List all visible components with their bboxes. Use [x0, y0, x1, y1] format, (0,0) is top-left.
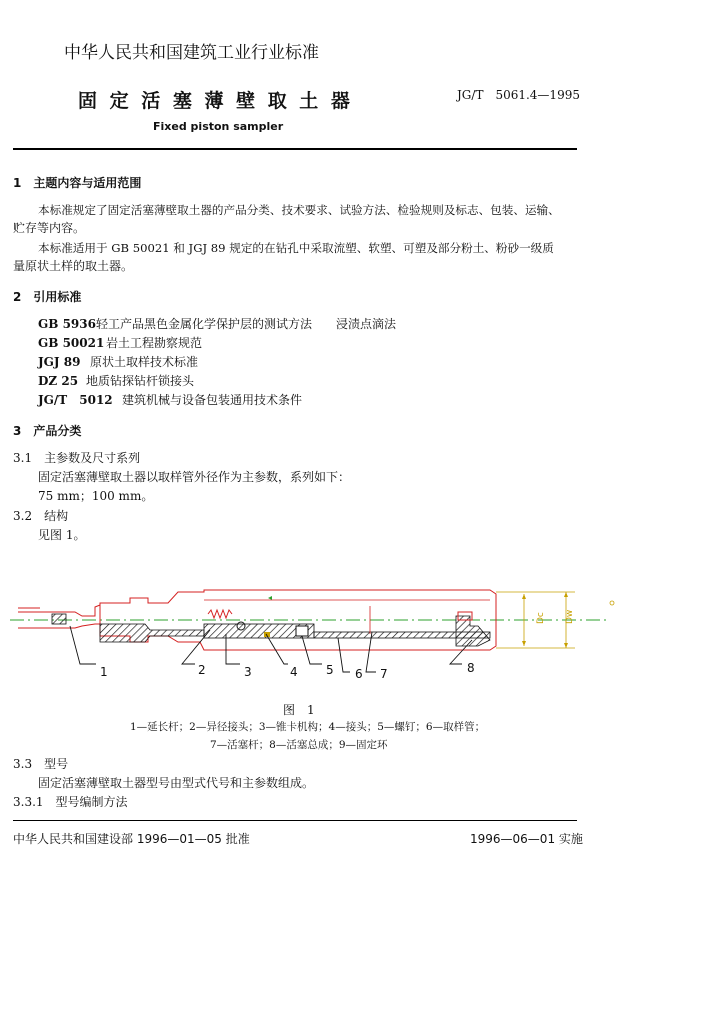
implementation-date: 1996—06—01 实施	[470, 832, 583, 846]
reference-code: JG/T 5012	[38, 393, 113, 407]
standard-org-title: 中华人民共和国建筑工业行业标准	[64, 43, 319, 63]
section-2-heading: 2 引用标准	[13, 290, 82, 304]
approval-statement: 中华人民共和国建设部 1996—01—05 批准	[13, 832, 250, 846]
section-3-1-para-1: 固定活塞薄壁取土器以取样管外径作为主参数，系列如下：	[38, 470, 351, 484]
reference-title: 岩土工程勘察规范	[106, 336, 203, 350]
callout-label: 3	[244, 665, 252, 679]
section-3-2-para-1: 见图 1。	[38, 528, 86, 542]
section-3-3-1-heading: 3.3.1 型号编制方法	[13, 795, 128, 809]
reference-item	[38, 392, 302, 408]
hole-mark	[610, 601, 614, 605]
screw	[296, 626, 308, 636]
callout-label: 8	[467, 661, 475, 675]
dim-dw: Dw	[565, 609, 575, 624]
extension-rod	[18, 605, 100, 628]
english-subtitle: Fixed piston sampler	[153, 120, 284, 133]
callout-label: 1	[100, 665, 108, 679]
reference-code: GB 50021	[38, 336, 105, 350]
callout-label: 7	[380, 667, 388, 681]
vent-marker	[268, 596, 272, 600]
callout-label: 4	[290, 665, 298, 679]
section-1-para-2b: 量原状土样的取土器。	[13, 259, 134, 273]
callout-label: 6	[355, 667, 363, 681]
reference-code: DZ 25	[38, 374, 79, 388]
reference-code: GB 5936	[38, 317, 96, 331]
document-title: 固 定 活 塞 薄 壁 取 土 器	[78, 90, 353, 112]
section-1-para-2a: 本标准适用于 GB 50021 和 JGJ 89 规定的在钻孔中采取流塑、软塑、可塑及部分粉土、粉砂一级质	[38, 241, 554, 255]
spring	[208, 610, 232, 618]
section-3-1-para-2: 75 mm；100 mm。	[38, 489, 154, 503]
figure-legend-line-1: 1—延长杆；2—异径接头；3—锥卡机构；4—接头；5—螺钉；6—取样管；	[130, 721, 486, 733]
figure-legend-line-2: 7—活塞杆；8—活塞总成；9—固定环	[210, 739, 388, 751]
section-1-para-1b: 贮存等内容。	[13, 221, 86, 235]
reference-item	[38, 354, 198, 370]
header-rule	[13, 148, 577, 150]
section-3-3-para-1: 固定活塞薄壁取土器型号由型式代号和主参数组成。	[38, 776, 315, 790]
reference-title: 建筑机械与设备包装通用技术条件	[122, 393, 303, 407]
dim-dc: Dc	[536, 612, 546, 624]
section-1-para-1a: 本标准规定了固定活塞薄壁取土器的产品分类、技术要求、试验方法、检验规则及标志、包装、运输、	[38, 203, 560, 217]
section-3-3-heading: 3.3 型号	[13, 757, 69, 771]
figure-caption: 图 1	[283, 703, 315, 717]
section-3-heading: 3 产品分类	[13, 424, 82, 438]
reference-item	[38, 316, 396, 332]
sampler-drawing	[0, 570, 620, 690]
callout-label: 2	[198, 663, 206, 677]
reference-title: 轻工产品黑色金属化学保护层的测试方法 浸渍点滴法	[96, 317, 397, 331]
callout-label: 5	[326, 663, 334, 677]
reference-item	[38, 373, 194, 389]
reference-code: JGJ 89	[38, 355, 81, 369]
reference-item	[38, 335, 202, 351]
section-3-1-heading: 3.1 主参数及尺寸系列	[13, 451, 141, 465]
section-3-2-heading: 3.2 结构	[13, 509, 69, 523]
standard-number: JG/T 5061.4—1995	[457, 88, 580, 102]
reference-title: 地质钻探钻杆锁接头	[86, 374, 195, 388]
section-1-heading: 1 主题内容与适用范围	[13, 176, 142, 190]
reference-title: 原状土取样技术标准	[90, 355, 199, 369]
footer-rule	[13, 820, 577, 821]
